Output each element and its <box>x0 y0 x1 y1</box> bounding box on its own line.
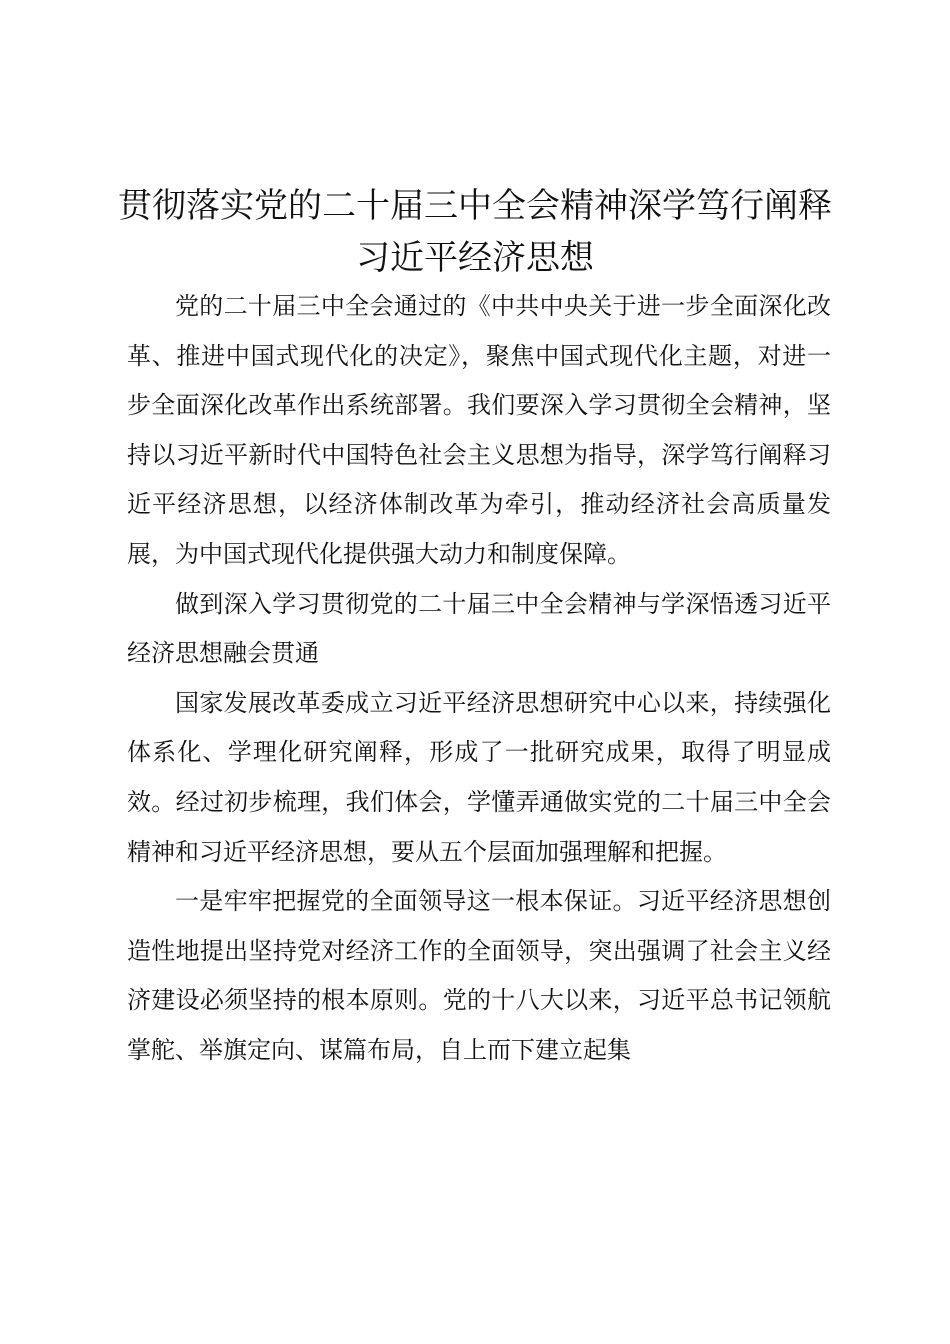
document-title: 贯彻落实党的二十届三中全会精神深学笃行阐释习近平经济思想 <box>118 186 832 278</box>
paragraph-research-center: 国家发展改革委成立习近平经济思想研究中心以来，持续强化体系化、学理化研究阐释，形成了一批研究成果，取得了明显成效。经过初步梳理，我们体会，学懂弄通做实党的二十届三中全会精神和习近平经济思想，要从五个层面加强理解和把握。 <box>127 688 831 866</box>
document-body <box>127 282 831 1076</box>
paragraph-intro: 党的二十届三中全会通过的《中共中央关于进一步全面深化改革、推进中国式现代化的决定》，聚焦中国式现代化主题，对进一步全面深化改革作出系统部署。我们要深入学习贯彻全会精神，坚持以习近平新时代中国特色社会主义思想为指导，深学笃行阐释习近平经济思想，以经济体制改革为牵引，推动经济社会高质量发展，为中国式现代化提供强大动力和制度保障。 <box>127 292 831 568</box>
paragraph-point-one: 一是牢牢把握党的全面领导这一根本保证。习近平经济思想创造性地提出坚持党对经济工作的全面领导，突出强调了社会主义经济建设必须坚持的根本原则。党的十八大以来，习近平总书记领航掌舵、举旗定向、谋篇布局，自上而下建立起集 <box>127 887 831 1064</box>
paragraph-section-heading: 做到深入学习贯彻党的二十届三中全会精神与学深悟透习近平经济思想融会贯通 <box>127 589 831 668</box>
